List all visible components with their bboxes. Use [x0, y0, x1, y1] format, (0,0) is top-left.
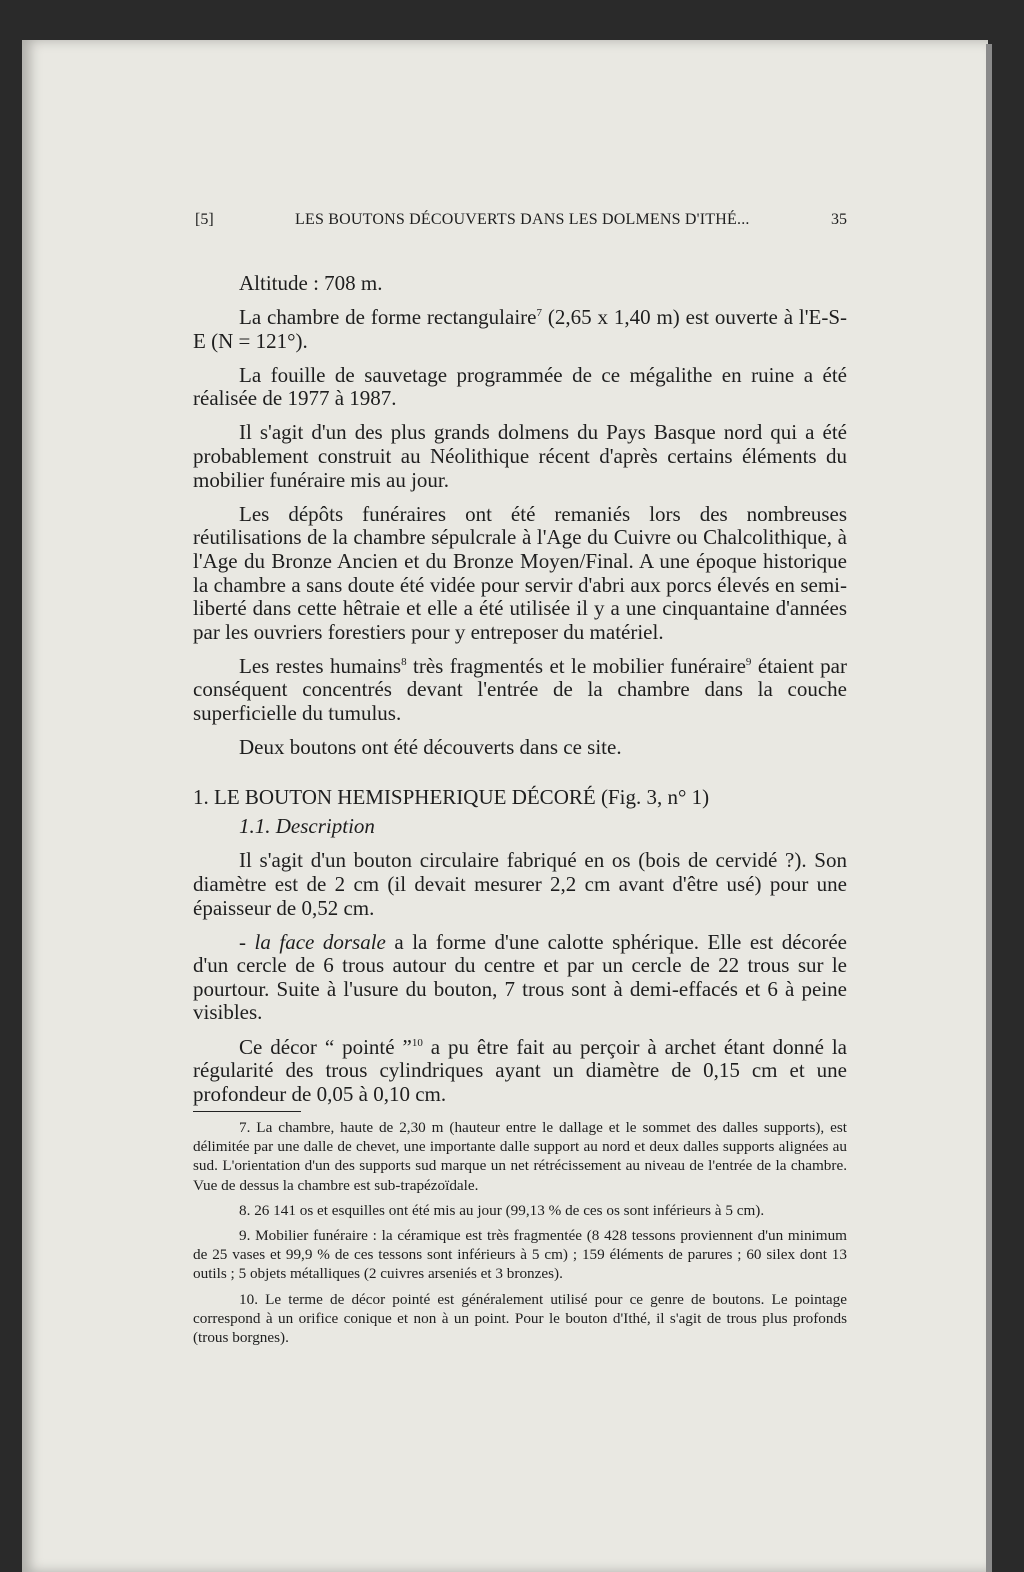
- text: (2,65 x 1,40 m) est ouverte à l'E-S-E (N = 121°).: [193, 305, 847, 353]
- paragraph: [193, 1036, 847, 1107]
- page-edge: [986, 44, 992, 1572]
- footnote: 8. 26 141 os et esquilles ont été mis au jour (99,13 % de ces os sont inférieurs à 5 cm).: [239, 1201, 765, 1219]
- section-number: [5]: [195, 211, 214, 228]
- page-number: 35: [831, 211, 847, 228]
- text: -: [239, 929, 255, 954]
- footnote-ref[interactable]: 7: [536, 307, 542, 320]
- footnote: 10. Le terme de décor pointé est généralement utilisé pour ce genre de boutons. Le pointage correspond à un orifice conique et non à un point. Pour le bouton d'Ithé, il s'agit de trous plus profonds (trous borgnes).: [193, 1290, 847, 1347]
- paragraph: Il s'agit d'un des plus grands dolmens du Pays Basque nord qui a été probablement construit au Néolithique récent d'après certains éléments du mobilier funéraire mis au jour.: [193, 420, 847, 492]
- text: a la forme d'une calotte sphérique. Elle est décorée d'un cercle de 6 trous autour du centre et par un cercle de 22 trous sur le pourtour. Suite à l'usure du bouton, 7 trous sont à demi-effacés et 6 à peine visibles.: [193, 929, 847, 1025]
- running-title: LES BOUTONS DÉCOUVERTS DANS LES DOLMENS D'ITHÉ...: [295, 211, 750, 228]
- footnote-ref[interactable]: 10: [411, 1036, 423, 1049]
- paragraph: Altitude : 708 m.: [239, 271, 383, 295]
- text: a pu être fait au perçoir à archet étant donné la régularité des trous cylindriques ayant un diamètre de 0,15 cm et une profondeur de 0,05 à 0,10 cm.: [193, 1034, 847, 1106]
- text: La chambre de forme rectangulaire: [239, 305, 537, 330]
- text: très fragmentés et le mobilier funéraire: [406, 653, 746, 678]
- paragraph: [193, 655, 847, 726]
- paragraph: La fouille de sauvetage programmée de ce mégalithe en ruine a été réalisée de 1977 à 1987.: [193, 362, 847, 411]
- paragraph: Il s'agit d'un bouton circulaire fabriqué en os (bois de cervidé ?). Son diamètre est de 2 cm (il devait mesurer 2,2 cm avant d'être usé) pour une épaisseur de 0,52 cm.: [193, 848, 847, 920]
- footnotes: [193, 1118, 847, 1353]
- paragraph: Deux boutons ont été découverts dans ce site.: [239, 735, 622, 760]
- italic-term: la face dorsale: [254, 929, 386, 954]
- text: Les restes humains: [239, 653, 402, 678]
- paragraph: Les dépôts funéraires ont été remaniés lors des nombreuses réutilisations de la chambre sépulcrale à l'Age du Cuivre ou Chalcolithique, à l'Age du Bronze Ancien et du Bronze Moyen/Final. A une époque historique la chambre a sans doute été vidée pour servir d'abri aux porcs élevés en semi-liberté dans cette hêtraie et elle a été utilisée il y a une cinquantaine d'années par les ouvriers forestiers pour y entreposer du matériel.: [193, 501, 847, 644]
- footnote: 7. La chambre, haute de 2,30 m (hauteur entre le dallage et le sommet des dalles supports), est délimitée par une dalle de chevet, une importante dalle support au nord et deux dalles supports alignées au sud. L'orientation d'un des supports sud marque un net rétrécissement au niveau de l'entrée de la chambre. Vue de dessus la chambre est sub-trapézoïdale.: [193, 1119, 847, 1194]
- section-heading: 1. LE BOUTON HEMISPHERIQUE DÉCORÉ (Fig. 3, n° 1): [193, 784, 710, 809]
- text: Ce décor “ pointé ”: [239, 1034, 412, 1059]
- paragraph: [193, 931, 847, 1025]
- footnote-ref[interactable]: 8: [401, 655, 407, 668]
- footnote: 9. Mobilier funéraire : la céramique est très fragmentée (8 428 tessons proviennent d'un minimum de 25 vases et 99,9 % de ces tessons sont inférieurs à 5 cm) ; 159 éléments de parures ; 60 silex dont 13 outils ; 5 objets métalliques (2 cuivres arseniés et 3 bronzes).: [193, 1227, 847, 1283]
- paragraph: [193, 306, 847, 353]
- footnote-divider: [193, 1111, 301, 1112]
- text: étaient par conséquent concentrés devant l'entrée de la chambre dans la couche superficielle du tumulus.: [193, 653, 847, 725]
- footnote-ref[interactable]: 9: [745, 655, 752, 668]
- running-header: [195, 211, 847, 229]
- subsection-heading: 1.1. Description: [239, 814, 375, 839]
- body-text: [193, 272, 847, 1117]
